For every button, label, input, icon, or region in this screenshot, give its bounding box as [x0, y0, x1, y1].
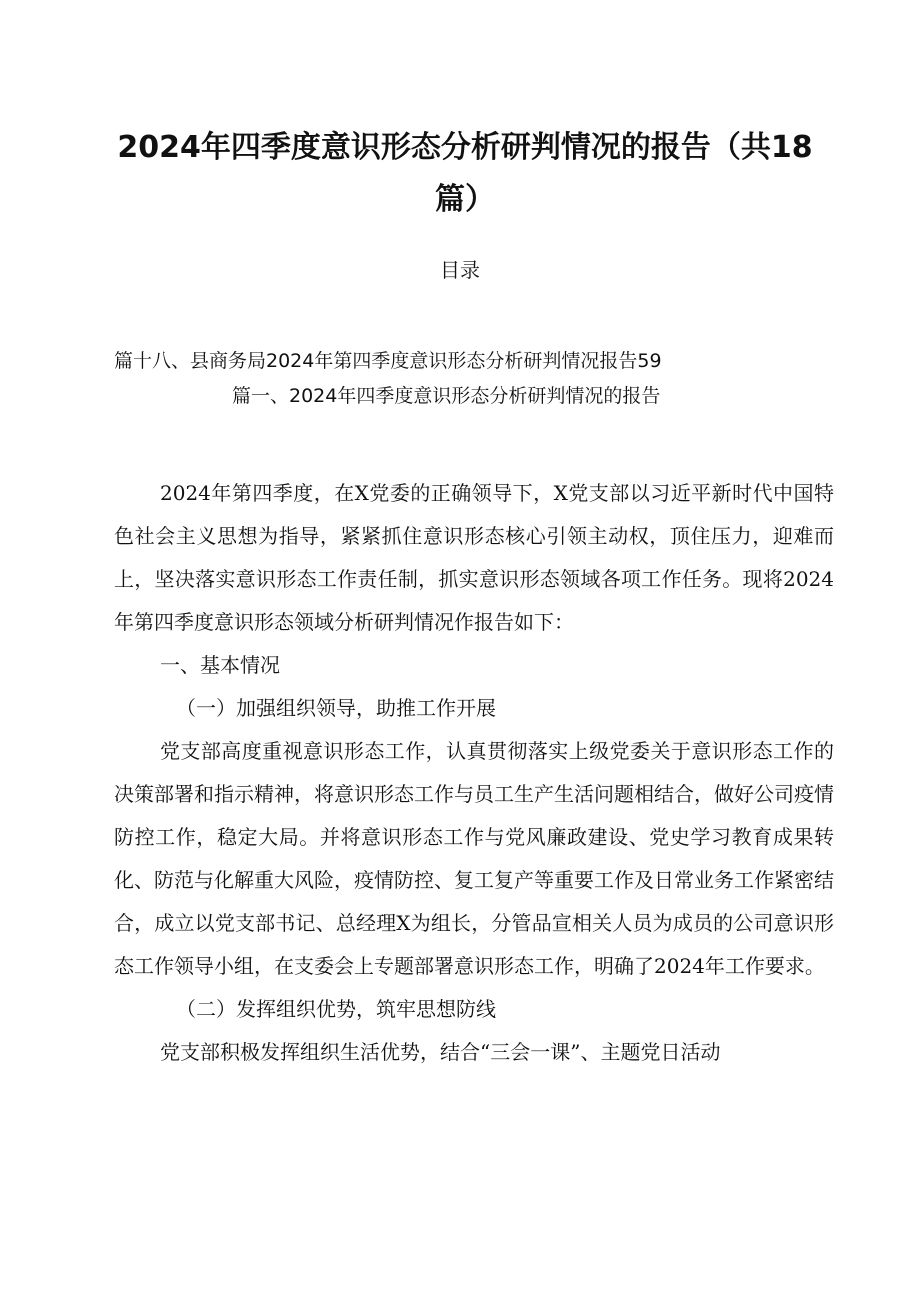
- toc-item-1[interactable]: 篇一、2024年四季度意识形态分析研判情况的报告: [232, 385, 661, 407]
- subsection-heading-2: （二）发挥组织优势，筑牢思想防线: [176, 997, 496, 1021]
- subsection-paragraph-2: 党支部积极发挥组织生活优势，结合“三会一课”、主题党日活动: [160, 1040, 721, 1064]
- subsection-paragraph-1: 党支部高度重视意识形态工作，认真贯彻落实上级党委关于意识形态工作的决策部署和指示精神，将意识形态工作与员工生产生活问题相结合，做好公司疫情防控工作，稳定大局。并将意识形态工作与党风廉政建设、党史学习教育成果转化、防范与化解重大风险，疫情防控、复工复产等重要工作及日常业务工作紧密结合，成立以党支部书记、总经理X为组长，分管品宣相关人员为成员的公司意识形态工作领导小组，在支委会上专题部署意识形态工作，明确了2024年工作要求。: [114, 739, 834, 978]
- section-heading-basic-situation: 一、基本情况: [160, 653, 280, 677]
- document-body: [114, 472, 834, 1074]
- subsection-heading-1: （一）加强组织领导，助推工作开展: [176, 696, 496, 720]
- intro-paragraph: 2024年第四季度，在X党委的正确领导下，X党支部以习近平新时代中国特色社会主义思想为指导，紧紧抓住意识形态核心引领主动权，顶住压力，迎难而上，坚决落实意识形态工作责任制，抓实意识形态领域各项工作任务。现将2024年第四季度意识形态领域分析研判情况作报告如下：: [114, 481, 834, 634]
- document-title: 2024年四季度意识形态分析研判情况的报告（共18篇）: [117, 130, 813, 217]
- toc-item-18[interactable]: 篇十八、县商务局2024年第四季度意识形态分析研判情况报告59: [114, 350, 662, 372]
- toc-heading: 目录: [440, 258, 480, 282]
